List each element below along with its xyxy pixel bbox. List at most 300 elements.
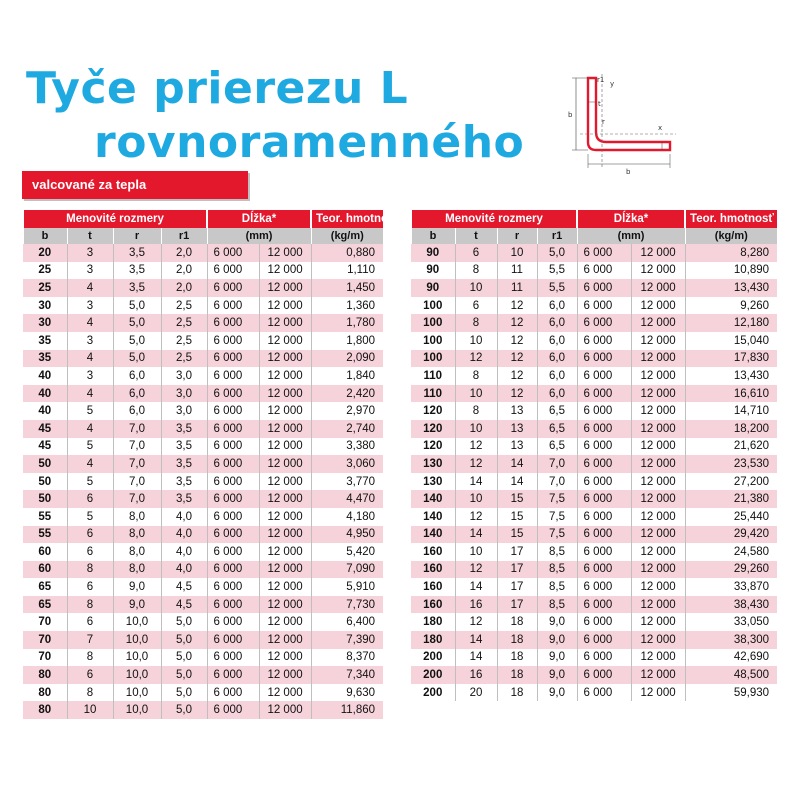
cell-r: 10,0: [113, 649, 161, 667]
cell-length-6000: 6 000: [577, 385, 631, 403]
cell-r: 10,0: [113, 631, 161, 649]
cell-length-12000: 12 000: [259, 350, 311, 368]
cell-r: 12: [497, 314, 537, 332]
cell-length-6000: 6 000: [207, 385, 259, 403]
cell-r1: 7,0: [537, 455, 577, 473]
cell-t: 3: [67, 244, 113, 262]
cell-b: 140: [411, 490, 455, 508]
cell-b: 120: [411, 420, 455, 438]
cell-b: 130: [411, 455, 455, 473]
cell-r1: 5,0: [161, 649, 207, 667]
table-row: [411, 455, 777, 473]
cell-b: 25: [23, 262, 67, 280]
cell-b: 160: [411, 578, 455, 596]
cell-b: 90: [411, 262, 455, 280]
cell-b: 40: [23, 367, 67, 385]
cell-length-6000: 6 000: [577, 402, 631, 420]
cell-r: 10,0: [113, 701, 161, 719]
cell-length-6000: 6 000: [207, 701, 259, 719]
cell-weight: 12,180: [685, 314, 777, 332]
cell-r1: 8,5: [537, 543, 577, 561]
table-row: [411, 561, 777, 579]
cell-length-6000: 6 000: [577, 314, 631, 332]
cell-r1: 7,5: [537, 490, 577, 508]
cell-b: 90: [411, 244, 455, 262]
cell-r1: 8,5: [537, 578, 577, 596]
cell-t: 16: [455, 666, 497, 684]
cell-length-6000: 6 000: [577, 455, 631, 473]
cell-length-12000: 12 000: [259, 367, 311, 385]
table-row: [411, 402, 777, 420]
cell-b: 50: [23, 473, 67, 491]
cell-b: 130: [411, 473, 455, 491]
table-row: [23, 684, 383, 702]
cell-r1: 3,5: [161, 438, 207, 456]
col-b: b: [411, 228, 455, 244]
table-row: [411, 631, 777, 649]
cell-r1: 4,0: [161, 561, 207, 579]
cell-length-6000: 6 000: [207, 262, 259, 280]
cell-t: 5: [67, 473, 113, 491]
col-r1: r1: [537, 228, 577, 244]
cell-t: 14: [455, 578, 497, 596]
cell-length-12000: 12 000: [259, 314, 311, 332]
cell-b: 200: [411, 684, 455, 702]
col-weight-unit: (kg/m): [685, 228, 777, 244]
cell-t: 5: [67, 402, 113, 420]
table-row: [411, 526, 777, 544]
cell-length-12000: 12 000: [631, 526, 685, 544]
cell-length-6000: 6 000: [577, 297, 631, 315]
cell-weight: 3,770: [311, 473, 383, 491]
cell-b: 65: [23, 596, 67, 614]
cell-length-6000: 6 000: [207, 649, 259, 667]
cell-weight: 3,380: [311, 438, 383, 456]
cell-length-6000: 6 000: [207, 420, 259, 438]
table-row: [23, 490, 383, 508]
cell-weight: 48,500: [685, 666, 777, 684]
cell-r1: 6,0: [537, 314, 577, 332]
table-row: [23, 561, 383, 579]
cell-r1: 3,0: [161, 367, 207, 385]
cell-b: 45: [23, 420, 67, 438]
cell-length-12000: 12 000: [631, 314, 685, 332]
cell-r1: 5,0: [161, 684, 207, 702]
l-profile-diagram: [566, 72, 682, 178]
cell-b: 120: [411, 438, 455, 456]
cell-weight: 23,530: [685, 455, 777, 473]
cell-weight: 18,200: [685, 420, 777, 438]
cell-b: 90: [411, 279, 455, 297]
cell-length-6000: 6 000: [207, 526, 259, 544]
cell-t: 5: [67, 438, 113, 456]
cell-length-12000: 12 000: [631, 279, 685, 297]
cell-length-6000: 6 000: [207, 314, 259, 332]
cell-weight: 33,050: [685, 613, 777, 631]
cell-r: 15: [497, 508, 537, 526]
table-row: [23, 402, 383, 420]
cell-r: 18: [497, 684, 537, 702]
cell-r: 3,5: [113, 244, 161, 262]
cell-t: 8: [67, 596, 113, 614]
cell-r1: 5,0: [161, 613, 207, 631]
cell-r: 9,0: [113, 578, 161, 596]
label-y: y: [610, 80, 615, 88]
col-t: t: [455, 228, 497, 244]
cell-weight: 6,400: [311, 613, 383, 631]
table-row: [23, 543, 383, 561]
cell-r: 18: [497, 666, 537, 684]
cell-length-6000: 6 000: [577, 350, 631, 368]
cell-weight: 5,420: [311, 543, 383, 561]
cell-b: 180: [411, 631, 455, 649]
cell-r1: 6,5: [537, 438, 577, 456]
cell-t: 4: [67, 314, 113, 332]
cell-weight: 13,430: [685, 279, 777, 297]
table-row: [411, 438, 777, 456]
cell-length-6000: 6 000: [577, 332, 631, 350]
cell-length-6000: 6 000: [207, 631, 259, 649]
cell-t: 12: [455, 350, 497, 368]
cell-weight: 4,470: [311, 490, 383, 508]
cell-r1: 6,0: [537, 332, 577, 350]
cell-length-6000: 6 000: [207, 297, 259, 315]
cell-r: 8,0: [113, 508, 161, 526]
cell-length-6000: 6 000: [577, 367, 631, 385]
col-length-unit: (mm): [577, 228, 685, 244]
cell-r1: 4,0: [161, 543, 207, 561]
cell-length-6000: 6 000: [207, 561, 259, 579]
cell-length-12000: 12 000: [259, 666, 311, 684]
cell-t: 10: [455, 385, 497, 403]
cell-b: 180: [411, 613, 455, 631]
cell-length-6000: 6 000: [207, 402, 259, 420]
cell-b: 25: [23, 279, 67, 297]
cell-r1: 2,0: [161, 279, 207, 297]
cell-t: 10: [455, 420, 497, 438]
cell-length-12000: 12 000: [259, 613, 311, 631]
cell-length-12000: 12 000: [631, 613, 685, 631]
cell-length-6000: 6 000: [207, 279, 259, 297]
cell-b: 35: [23, 350, 67, 368]
cell-r: 18: [497, 649, 537, 667]
table-row: [411, 508, 777, 526]
cell-weight: 38,300: [685, 631, 777, 649]
cell-weight: 29,420: [685, 526, 777, 544]
cell-b: 65: [23, 578, 67, 596]
cell-b: 80: [23, 684, 67, 702]
cell-length-12000: 12 000: [631, 420, 685, 438]
cell-length-12000: 12 000: [259, 543, 311, 561]
cell-r: 17: [497, 596, 537, 614]
cell-r1: 5,0: [161, 701, 207, 719]
table-row: [23, 279, 383, 297]
cell-r: 8,0: [113, 543, 161, 561]
cell-weight: 7,730: [311, 596, 383, 614]
cell-length-12000: 12 000: [259, 649, 311, 667]
table-row: [411, 420, 777, 438]
cell-length-6000: 6 000: [577, 578, 631, 596]
table-row: [411, 543, 777, 561]
cell-b: 55: [23, 526, 67, 544]
cell-length-12000: 12 000: [631, 438, 685, 456]
cell-t: 5: [67, 508, 113, 526]
cell-length-6000: 6 000: [577, 508, 631, 526]
cell-length-12000: 12 000: [259, 402, 311, 420]
cell-r: 15: [497, 526, 537, 544]
cell-r: 14: [497, 473, 537, 491]
cell-b: 100: [411, 350, 455, 368]
cell-r1: 4,0: [161, 526, 207, 544]
cell-b: 30: [23, 314, 67, 332]
cell-t: 10: [455, 490, 497, 508]
cell-r1: 6,0: [537, 350, 577, 368]
cell-weight: 27,200: [685, 473, 777, 491]
cell-r: 6,0: [113, 385, 161, 403]
cell-length-12000: 12 000: [631, 631, 685, 649]
cell-r: 15: [497, 490, 537, 508]
cell-length-12000: 12 000: [259, 561, 311, 579]
cell-length-6000: 6 000: [207, 350, 259, 368]
cell-r: 17: [497, 578, 537, 596]
cell-b: 35: [23, 332, 67, 350]
cell-r1: 8,5: [537, 596, 577, 614]
cell-r1: 5,5: [537, 279, 577, 297]
table-row: [411, 279, 777, 297]
cell-weight: 42,690: [685, 649, 777, 667]
table-row: [411, 297, 777, 315]
col-r: r: [497, 228, 537, 244]
cell-length-6000: 6 000: [577, 543, 631, 561]
cell-length-6000: 6 000: [577, 684, 631, 702]
cell-b: 45: [23, 438, 67, 456]
cell-weight: 11,860: [311, 701, 383, 719]
cell-b: 200: [411, 649, 455, 667]
header-weight: Teor. hmotnosť: [685, 210, 777, 228]
table-row: [23, 350, 383, 368]
cell-length-12000: 12 000: [259, 701, 311, 719]
cell-weight: 2,090: [311, 350, 383, 368]
cell-t: 10: [67, 701, 113, 719]
cell-b: 200: [411, 666, 455, 684]
cell-r1: 3,0: [161, 385, 207, 403]
cell-t: 4: [67, 385, 113, 403]
cell-length-12000: 12 000: [259, 508, 311, 526]
cell-r1: 7,0: [537, 473, 577, 491]
cell-t: 3: [67, 297, 113, 315]
cell-r: 10,0: [113, 684, 161, 702]
cell-r1: 5,5: [537, 262, 577, 280]
cell-length-6000: 6 000: [207, 490, 259, 508]
page-title: [26, 62, 546, 170]
cell-weight: 2,420: [311, 385, 383, 403]
label-t: t: [598, 100, 601, 108]
cell-length-12000: 12 000: [631, 455, 685, 473]
cell-length-6000: 6 000: [577, 438, 631, 456]
table-row: [411, 385, 777, 403]
cell-b: 110: [411, 385, 455, 403]
cell-length-12000: 12 000: [631, 350, 685, 368]
cell-length-6000: 6 000: [577, 631, 631, 649]
cell-weight: 1,780: [311, 314, 383, 332]
cell-length-12000: 12 000: [631, 543, 685, 561]
cell-weight: 14,710: [685, 402, 777, 420]
cell-t: 8: [67, 561, 113, 579]
cell-r: 8,0: [113, 526, 161, 544]
cell-b: 110: [411, 367, 455, 385]
cell-t: 4: [67, 350, 113, 368]
cell-r1: 7,5: [537, 526, 577, 544]
cell-r1: 6,0: [537, 367, 577, 385]
cell-t: 6: [67, 526, 113, 544]
cell-weight: 24,580: [685, 543, 777, 561]
col-length-unit: (mm): [207, 228, 311, 244]
cell-t: 7: [67, 631, 113, 649]
cell-r: 12: [497, 385, 537, 403]
cell-r: 13: [497, 420, 537, 438]
cell-weight: 5,910: [311, 578, 383, 596]
cell-weight: 17,830: [685, 350, 777, 368]
cell-length-12000: 12 000: [259, 596, 311, 614]
cell-t: 6: [67, 578, 113, 596]
label-b-horizontal: b: [626, 168, 631, 176]
table-row: [411, 490, 777, 508]
cell-weight: 16,610: [685, 385, 777, 403]
cell-length-12000: 12 000: [259, 473, 311, 491]
cell-weight: 9,260: [685, 297, 777, 315]
cell-b: 100: [411, 314, 455, 332]
cell-r1: 5,0: [161, 666, 207, 684]
cell-r: 10,0: [113, 613, 161, 631]
cell-r1: 2,5: [161, 332, 207, 350]
cell-length-12000: 12 000: [631, 508, 685, 526]
right-table: [410, 210, 777, 701]
cell-weight: 9,630: [311, 684, 383, 702]
cell-b: 30: [23, 297, 67, 315]
cell-r: 6,0: [113, 367, 161, 385]
cell-b: 80: [23, 701, 67, 719]
cell-length-6000: 6 000: [207, 578, 259, 596]
col-r1: r1: [161, 228, 207, 244]
table-row: [23, 596, 383, 614]
cell-length-12000: 12 000: [259, 279, 311, 297]
cell-length-12000: 12 000: [631, 649, 685, 667]
cell-b: 140: [411, 526, 455, 544]
cell-r1: 9,0: [537, 684, 577, 702]
cell-length-6000: 6 000: [207, 613, 259, 631]
cell-length-6000: 6 000: [207, 596, 259, 614]
cell-t: 6: [455, 297, 497, 315]
header-nominal-dimensions: Menovité rozmery: [23, 210, 207, 228]
cell-r1: 9,0: [537, 666, 577, 684]
hot-rolled-banner: valcované za tepla: [22, 171, 248, 199]
cell-length-12000: 12 000: [631, 402, 685, 420]
cell-r1: 5,0: [161, 631, 207, 649]
table-row: [23, 666, 383, 684]
left-table: [22, 210, 400, 719]
header-length: Dĺžka*: [577, 210, 685, 228]
cell-t: 8: [455, 262, 497, 280]
table-row: [23, 578, 383, 596]
cell-length-12000: 12 000: [259, 631, 311, 649]
cell-weight: 3,060: [311, 455, 383, 473]
cell-r1: 9,0: [537, 613, 577, 631]
cell-length-6000: 6 000: [577, 526, 631, 544]
cell-r: 17: [497, 561, 537, 579]
cell-t: 20: [455, 684, 497, 702]
col-weight-unit: (kg/m): [311, 228, 383, 244]
cell-t: 12: [455, 438, 497, 456]
cell-weight: 7,340: [311, 666, 383, 684]
cell-t: 6: [67, 543, 113, 561]
cell-r: 3,5: [113, 262, 161, 280]
cell-b: 40: [23, 402, 67, 420]
cell-t: 14: [455, 473, 497, 491]
cell-t: 14: [455, 649, 497, 667]
cell-r: 3,5: [113, 279, 161, 297]
cell-weight: 33,870: [685, 578, 777, 596]
cell-length-6000: 6 000: [207, 455, 259, 473]
table-row: [411, 473, 777, 491]
table-row: [23, 438, 383, 456]
cell-t: 12: [455, 613, 497, 631]
cell-length-12000: 12 000: [259, 490, 311, 508]
cell-length-12000: 12 000: [631, 385, 685, 403]
cell-length-6000: 6 000: [577, 279, 631, 297]
table-row: [23, 701, 383, 719]
cell-t: 10: [455, 332, 497, 350]
cell-length-6000: 6 000: [207, 438, 259, 456]
header-length: Dĺžka*: [207, 210, 311, 228]
cell-length-12000: 12 000: [259, 420, 311, 438]
cell-weight: 2,970: [311, 402, 383, 420]
cell-weight: 4,180: [311, 508, 383, 526]
table-row: [411, 350, 777, 368]
cell-weight: 21,380: [685, 490, 777, 508]
cell-r: 12: [497, 367, 537, 385]
cell-t: 16: [455, 596, 497, 614]
cell-r: 7,0: [113, 490, 161, 508]
cell-length-12000: 12 000: [259, 332, 311, 350]
cell-b: 160: [411, 596, 455, 614]
cell-length-12000: 12 000: [631, 473, 685, 491]
cell-r1: 4,0: [161, 508, 207, 526]
cell-r1: 2,0: [161, 262, 207, 280]
cell-t: 14: [455, 631, 497, 649]
cell-r1: 6,5: [537, 420, 577, 438]
cell-r1: 4,5: [161, 578, 207, 596]
cell-t: 8: [455, 367, 497, 385]
table-row: [23, 262, 383, 280]
cell-b: 160: [411, 543, 455, 561]
cell-weight: 21,620: [685, 438, 777, 456]
cell-r: 13: [497, 402, 537, 420]
cell-r1: 7,5: [537, 508, 577, 526]
cell-r: 8,0: [113, 561, 161, 579]
cell-r1: 8,5: [537, 561, 577, 579]
table-row: [411, 262, 777, 280]
cell-t: 8: [67, 649, 113, 667]
cell-r: 7,0: [113, 420, 161, 438]
cell-r: 12: [497, 297, 537, 315]
l-profile-shape: [588, 78, 670, 150]
cell-length-6000: 6 000: [577, 666, 631, 684]
cell-length-12000: 12 000: [631, 244, 685, 262]
cell-r: 17: [497, 543, 537, 561]
label-r: r: [602, 118, 605, 126]
cell-length-6000: 6 000: [577, 649, 631, 667]
cell-length-12000: 12 000: [631, 596, 685, 614]
